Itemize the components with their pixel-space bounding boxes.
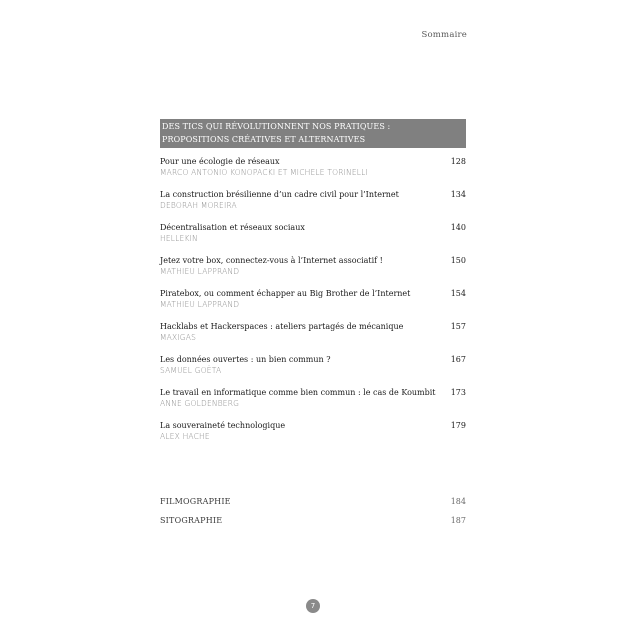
toc-entry[interactable] <box>160 255 466 288</box>
entry-title: Hacklabs et Hackerspaces : ateliers partagés de mécanique <box>160 322 404 331</box>
entry-author: MATHIEU LAPPRAND <box>160 300 240 309</box>
toc-entries <box>160 156 466 453</box>
entry-page-number: 150 <box>450 256 466 265</box>
section-heading-line-2: PROPOSITIONS CRÉATIVES ET ALTERNATIVES <box>162 135 366 144</box>
entry-page-number: 179 <box>450 421 466 430</box>
entry-author: MAXIGAS <box>160 333 197 342</box>
section-heading-line-1: DES TICS QUI RÉVOLUTIONNENT NOS PRATIQUES : <box>162 122 391 131</box>
appendix-entry-sitographie[interactable] <box>160 515 466 527</box>
entry-page-number: 167 <box>450 355 466 364</box>
toc-entry[interactable] <box>160 354 466 387</box>
appendix-label: FILMOGRAPHIE <box>160 497 231 506</box>
toc-entry[interactable] <box>160 321 466 354</box>
entry-title: Les données ouvertes : un bien commun ? <box>160 355 331 364</box>
section-heading-banner <box>160 119 466 148</box>
entry-author: MATHIEU LAPPRAND <box>160 267 240 276</box>
entry-author: ANNE GOLDENBERG <box>160 399 240 408</box>
entry-author: DEBORAH MOREIRA <box>160 201 237 210</box>
entry-page-number: 134 <box>450 190 466 199</box>
entry-page-number: 173 <box>450 388 466 397</box>
entry-author: MARCO ANTONIO KONOPACKI ET MICHELE TORINELLI <box>160 168 368 177</box>
toc-entry[interactable] <box>160 189 466 222</box>
entry-title: Le travail en informatique comme bien commun : le cas de Koumbit <box>160 388 436 397</box>
entry-title: Jetez votre box, connectez-vous à l’Internet associatif ! <box>160 256 383 265</box>
entry-title: La souveraineté technologique <box>160 421 286 430</box>
entry-title: La construction brésilienne d’un cadre civil pour l’Internet <box>160 190 399 199</box>
entry-page-number: 140 <box>450 223 466 232</box>
appendix-entry-filmographie[interactable] <box>160 496 466 508</box>
entry-author: ALEX HACHE <box>160 432 210 441</box>
toc-entry[interactable] <box>160 156 466 189</box>
entry-title: Piratebox, ou comment échapper au Big Brother de l’Internet <box>160 289 411 298</box>
entry-title: Décentralisation et réseaux sociaux <box>160 223 305 232</box>
appendix-page-number: 184 <box>450 497 466 506</box>
entry-author: HELLEKIN <box>160 234 198 243</box>
page-number-badge: 7 <box>306 599 320 613</box>
entry-page-number: 157 <box>450 322 466 331</box>
entry-page-number: 154 <box>450 289 466 298</box>
running-head: Sommaire <box>421 30 467 40</box>
entry-page-number: 128 <box>450 157 466 166</box>
toc-entry[interactable] <box>160 420 466 453</box>
appendix-page-number: 187 <box>450 516 466 525</box>
toc-entry[interactable] <box>160 288 466 321</box>
entry-author: SAMUEL GOËTA <box>160 366 222 375</box>
toc-entry[interactable] <box>160 387 466 420</box>
entry-title: Pour une écologie de réseaux <box>160 157 280 166</box>
appendix-label: SITOGRAPHIE <box>160 516 223 525</box>
toc-entry[interactable] <box>160 222 466 255</box>
